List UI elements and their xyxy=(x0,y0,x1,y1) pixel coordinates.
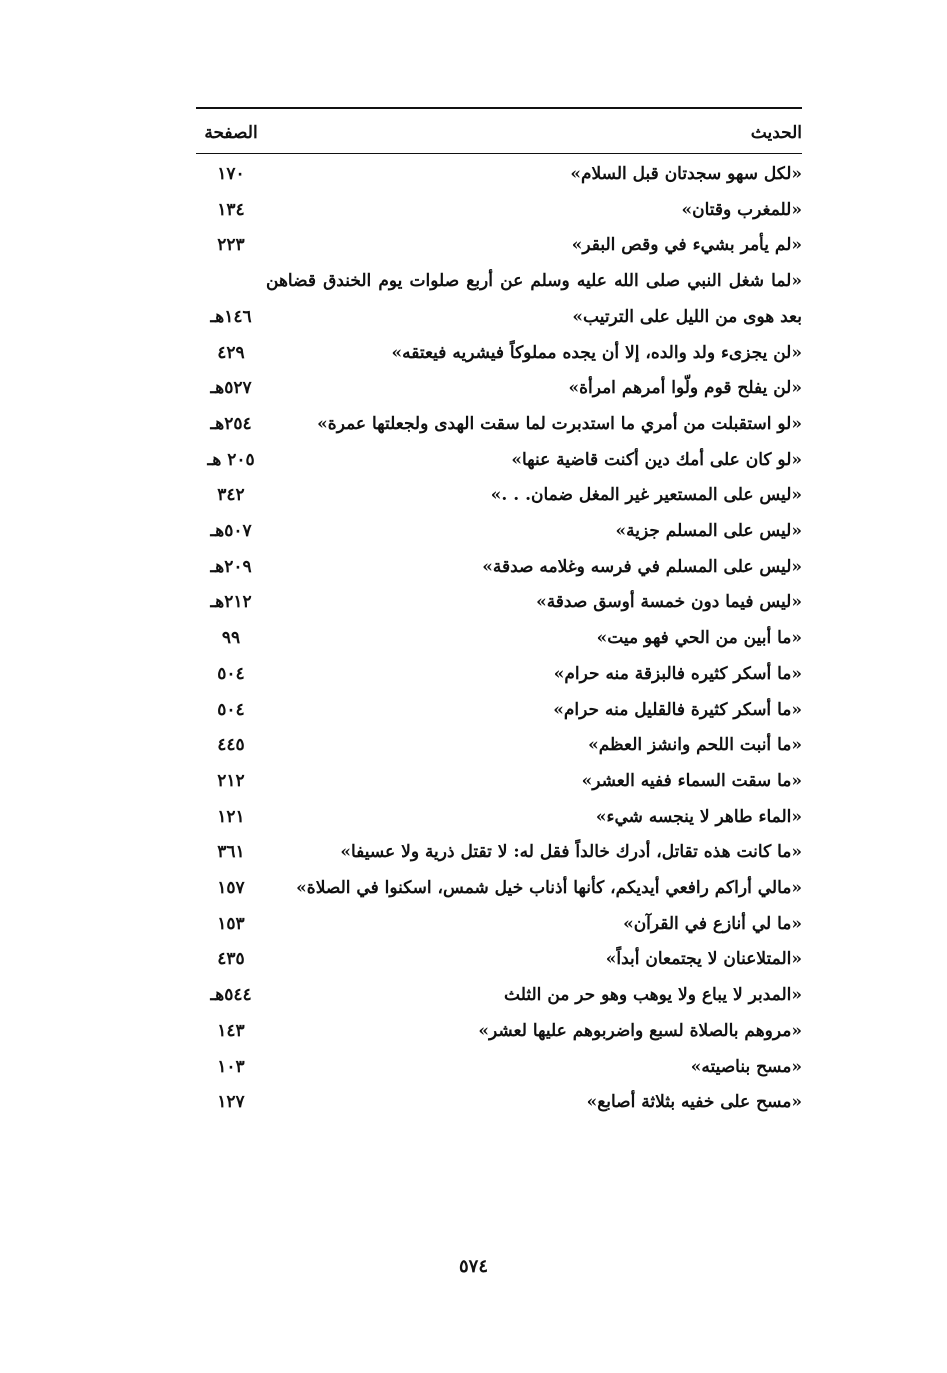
header-rule xyxy=(196,153,802,154)
hadith-text: «ما سقت السماء ففيه العشر» xyxy=(581,770,802,791)
page-reference: ١٤٣ xyxy=(217,1020,245,1041)
hadith-text: «لما شغل النبي صلى الله عليه وسلم عن أربع صلوات يوم الخندق قضاهن بعد هوى من الليل على الترتيب» xyxy=(266,271,802,327)
page-column-header: الصفحة xyxy=(204,123,258,143)
table-row xyxy=(196,193,802,229)
hadith-text: «ما لي أنازع في القرآن» xyxy=(623,913,802,934)
page-number: ٥٧٤ xyxy=(458,1256,488,1277)
page-reference: ١٥٣ xyxy=(217,913,245,934)
page-reference: ٢٠٩هـ xyxy=(210,556,252,577)
hadith-text: «ليس على المستعير غير المغل ضمان. . .» xyxy=(490,485,802,506)
table-row xyxy=(196,407,802,443)
hadith-text: «للمغرب وقتان» xyxy=(681,199,802,220)
page-reference: ١٥٧ xyxy=(217,878,245,899)
table-row xyxy=(196,657,802,693)
table-row xyxy=(196,514,802,550)
table-row xyxy=(196,443,802,479)
table-row xyxy=(196,942,802,978)
page-reference: ٥٢٧هـ xyxy=(210,378,252,399)
table-row xyxy=(196,800,802,836)
hadith-text: «مروهم بالصلاة لسبع واضربوهم عليها لعشر» xyxy=(478,1020,802,1041)
hadith-text: «ما كانت هذه تقاتل، أدرك خالداً فقل له: لا تقتل ذرية ولا عسيفا» xyxy=(340,842,802,863)
table-row xyxy=(196,478,802,514)
hadith-text: «ليس على المسلم جزية» xyxy=(615,521,802,542)
hadith-text: «لم يأمر بشيء في وقص البقر» xyxy=(571,235,802,256)
page-reference: ٢٥٤هـ xyxy=(210,413,252,434)
hadith-text: «مسح على خفيه بثلاثة أصابع» xyxy=(586,1092,802,1113)
hadith-text: «الماء طاهر لا ينجسه شيء» xyxy=(595,806,802,827)
page-reference: ٢٠٥ هـ xyxy=(207,449,255,470)
hadith-text: «مسح بناصيته» xyxy=(690,1056,802,1077)
table-row xyxy=(196,835,802,871)
hadith-text: «لو كان على أمك دين أكنت قاضية عنها» xyxy=(511,449,802,470)
table-row xyxy=(196,693,802,729)
hadith-column-header: الحديث xyxy=(750,123,802,143)
page-reference: ٢١٢هـ xyxy=(210,592,252,613)
hadith-text: «لكل سهو سجدتان قبل السلام» xyxy=(570,164,802,184)
table-row xyxy=(196,978,802,1014)
page-reference: ٣٤٢ xyxy=(217,485,245,506)
page-reference: ٣٦١ xyxy=(217,842,245,863)
page-reference: ٤٣٥ xyxy=(217,949,245,970)
page-reference: ١٤٦هـ xyxy=(210,306,252,327)
table-row xyxy=(196,907,802,943)
page-reference: ٩٩ xyxy=(221,628,241,649)
table-row xyxy=(196,550,802,586)
page-reference: ٢١٢ xyxy=(217,770,245,791)
hadith-text: «ليس على المسلم في فرسه وغلامه صدقة» xyxy=(482,556,802,577)
page-reference: ١٧٠ xyxy=(217,164,245,184)
table-row xyxy=(196,1085,802,1121)
hadith-index-list xyxy=(196,157,802,1121)
hadith-text: «ما أنبت اللحم وانشز العظم» xyxy=(588,735,802,756)
table-row xyxy=(196,621,802,657)
table-row xyxy=(196,1014,802,1050)
index-page xyxy=(196,107,802,1121)
page-reference: ٤٢٩ xyxy=(217,342,245,363)
hadith-text: «مالي أراكم رافعي أيديكم، كأنها أذناب خيل شمس، اسكنوا في الصلاة» xyxy=(296,878,802,899)
table-row xyxy=(196,157,802,193)
page-reference: ١٣٤ xyxy=(217,199,245,220)
table-row xyxy=(196,871,802,907)
hadith-text: «ليس فيما دون خمسة أوسق صدقة» xyxy=(536,592,802,613)
table-row xyxy=(196,728,802,764)
hadith-text: «ما أسكر كثيره فالبزقة منه حرام» xyxy=(553,663,802,684)
page-reference: ٥٠٤ xyxy=(217,663,245,684)
page-reference: ٥٤٤هـ xyxy=(210,985,252,1006)
hadith-text: «ما أسكر كثيرة فالقليل منه حرام» xyxy=(553,699,802,720)
page-reference: ٥٠٤ xyxy=(217,699,245,720)
table-row xyxy=(196,264,802,335)
hadith-text: «لن يجزىء ولد والده، إلا أن يجده مملوكاً فيشريه فيعتقه» xyxy=(391,342,802,363)
page-reference: ١٠٣ xyxy=(217,1056,245,1077)
hadith-text: «ما أبين من الحي فهو ميت» xyxy=(596,628,802,649)
page-reference: ١٢١ xyxy=(217,806,245,827)
page-reference: ٤٤٥ xyxy=(217,735,245,756)
table-row xyxy=(196,585,802,621)
hadith-text: «المدبر لا يباع ولا يوهب وهو حر من الثلث xyxy=(504,985,802,1006)
hadith-text: «لو استقبلت من أمري ما استدبرت لما سقت الهدى ولجعلتها عمرة» xyxy=(317,413,802,434)
page-reference: ٢٢٣ xyxy=(217,235,245,256)
page-reference: ١٢٧ xyxy=(217,1092,245,1113)
page-reference: ٥٠٧هـ xyxy=(210,521,252,542)
hadith-text: «لن يفلح قوم ولّوا أمرهم امرأة» xyxy=(568,378,802,399)
table-row xyxy=(196,764,802,800)
table-row xyxy=(196,336,802,372)
table-row xyxy=(196,228,802,264)
table-row xyxy=(196,371,802,407)
table-row xyxy=(196,1050,802,1086)
hadith-text: «المتلاعنان لا يجتمعان أبداً» xyxy=(605,949,802,970)
table-header xyxy=(196,109,802,153)
